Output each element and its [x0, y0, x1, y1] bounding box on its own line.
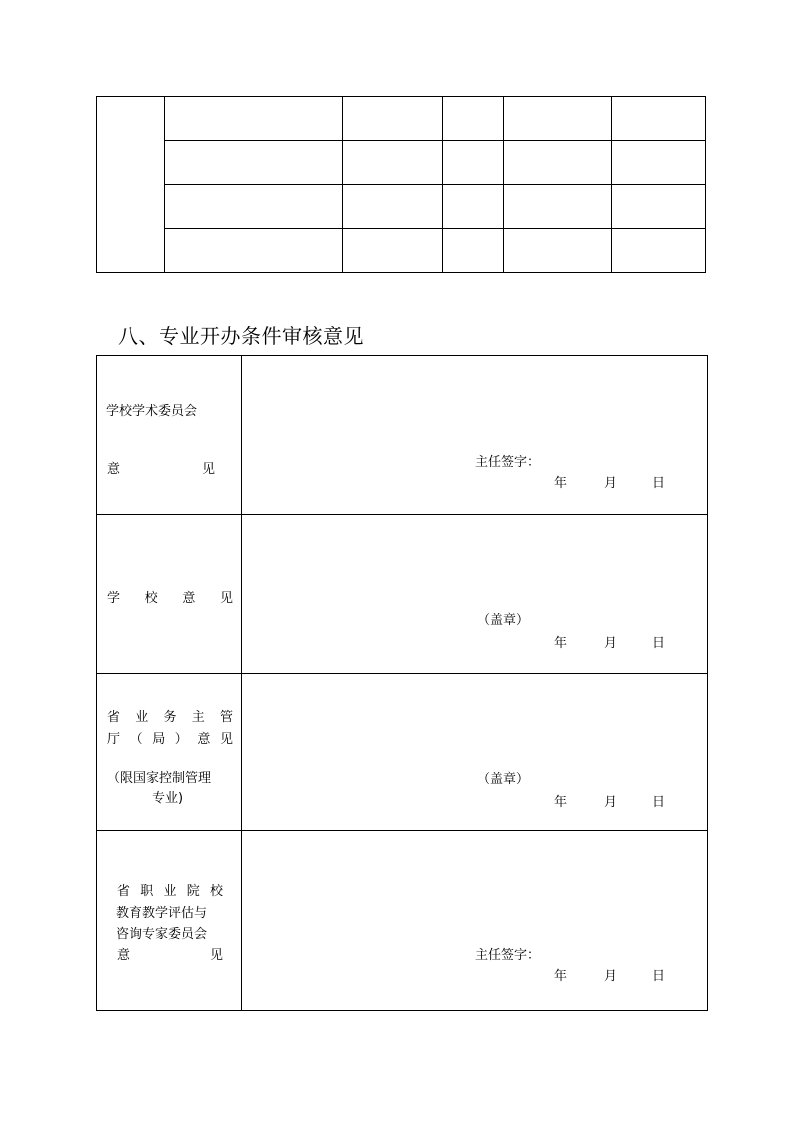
continuation-table [96, 96, 706, 273]
label-char: 见 [209, 948, 223, 963]
review-row-academic-committee [97, 356, 708, 515]
label-char: 主 [191, 710, 205, 725]
date-day: 日 [652, 795, 666, 810]
table-cell [164, 229, 342, 273]
label-char: 业 [135, 710, 149, 725]
label-line: 咨询专家委员会 [116, 927, 208, 942]
date-year: 年 [554, 476, 568, 491]
label-char: ） [174, 732, 188, 747]
table-cell [503, 185, 611, 229]
table-cell [342, 229, 443, 273]
table-row [97, 185, 706, 229]
label-char: 学 [107, 591, 121, 606]
table-row [97, 141, 706, 185]
label-char: 意 [107, 462, 121, 477]
table-cell [612, 185, 706, 229]
merged-first-cell [97, 97, 165, 273]
label-line: 教育教学评估与 [116, 906, 208, 921]
table-cell [443, 141, 504, 185]
table-cell [612, 229, 706, 273]
table-cell [342, 141, 443, 185]
date-day: 日 [652, 476, 666, 491]
label-line-justified [117, 944, 223, 963]
signature-label: 主任签字： [475, 455, 541, 470]
label-char: 省 [107, 710, 121, 725]
opinion-content[interactable] [242, 831, 708, 1011]
table-cell [164, 97, 342, 141]
date-year: 年 [554, 636, 568, 651]
opinion-content[interactable] [242, 515, 708, 674]
row-label [97, 515, 242, 674]
review-row-provincial-department [97, 674, 708, 831]
table-cell [164, 141, 342, 185]
row-label [97, 831, 242, 1011]
table-cell [164, 185, 342, 229]
label-line-justified [107, 458, 215, 477]
label-char: 见 [219, 732, 233, 747]
label-char: （ [129, 732, 143, 747]
label-char: 务 [163, 710, 177, 725]
label-char: 省 [117, 884, 131, 899]
label-char: 管 [219, 710, 233, 725]
seal-label: （盖章） [477, 772, 530, 787]
label-char: 见 [201, 462, 215, 477]
signature-label: 主任签字： [475, 948, 541, 963]
label-char: 见 [219, 591, 233, 606]
review-row-expert-committee [97, 831, 708, 1011]
label-line-justified [107, 706, 233, 725]
label-char: 校 [209, 884, 223, 899]
date-month: 月 [604, 636, 618, 651]
opinion-content[interactable] [242, 674, 708, 831]
table-cell [443, 229, 504, 273]
label-line: 专业) [152, 791, 184, 806]
date-day: 日 [652, 969, 666, 984]
label-char: 院 [186, 884, 200, 899]
section-title: 八、专业开办条件审核意见 [118, 324, 364, 348]
opinion-content[interactable] [242, 356, 708, 515]
date-month: 月 [604, 795, 618, 810]
table-cell [342, 185, 443, 229]
date-day: 日 [652, 636, 666, 651]
label-line-justified [107, 728, 233, 747]
label-char: 职 [140, 884, 154, 899]
table-cell [503, 97, 611, 141]
date-month: 月 [604, 476, 618, 491]
table-cell [503, 229, 611, 273]
label-char: 业 [163, 884, 177, 899]
label-char: 意 [182, 591, 196, 606]
table-cell [503, 141, 611, 185]
table-cell [612, 97, 706, 141]
review-opinion-table [96, 355, 708, 1011]
label-char: 局 [152, 732, 166, 747]
label-line-justified [117, 880, 223, 899]
date-year: 年 [554, 969, 568, 984]
row-label [97, 674, 242, 831]
table-row [97, 97, 706, 141]
label-line: 学校学术委员会 [106, 404, 198, 419]
table-cell [443, 97, 504, 141]
table-cell [443, 185, 504, 229]
row-label [97, 356, 242, 515]
label-char: 意 [117, 948, 131, 963]
label-line: （限国家控制管理 [107, 771, 212, 786]
seal-label: （盖章） [477, 613, 530, 628]
label-char: 意 [197, 732, 211, 747]
review-row-school [97, 515, 708, 674]
date-month: 月 [604, 969, 618, 984]
label-char: 校 [144, 591, 158, 606]
table-cell [342, 97, 443, 141]
label-line-justified [107, 587, 233, 606]
label-char: 厅 [107, 732, 121, 747]
table-cell [612, 141, 706, 185]
date-year: 年 [554, 795, 568, 810]
table-row [97, 229, 706, 273]
